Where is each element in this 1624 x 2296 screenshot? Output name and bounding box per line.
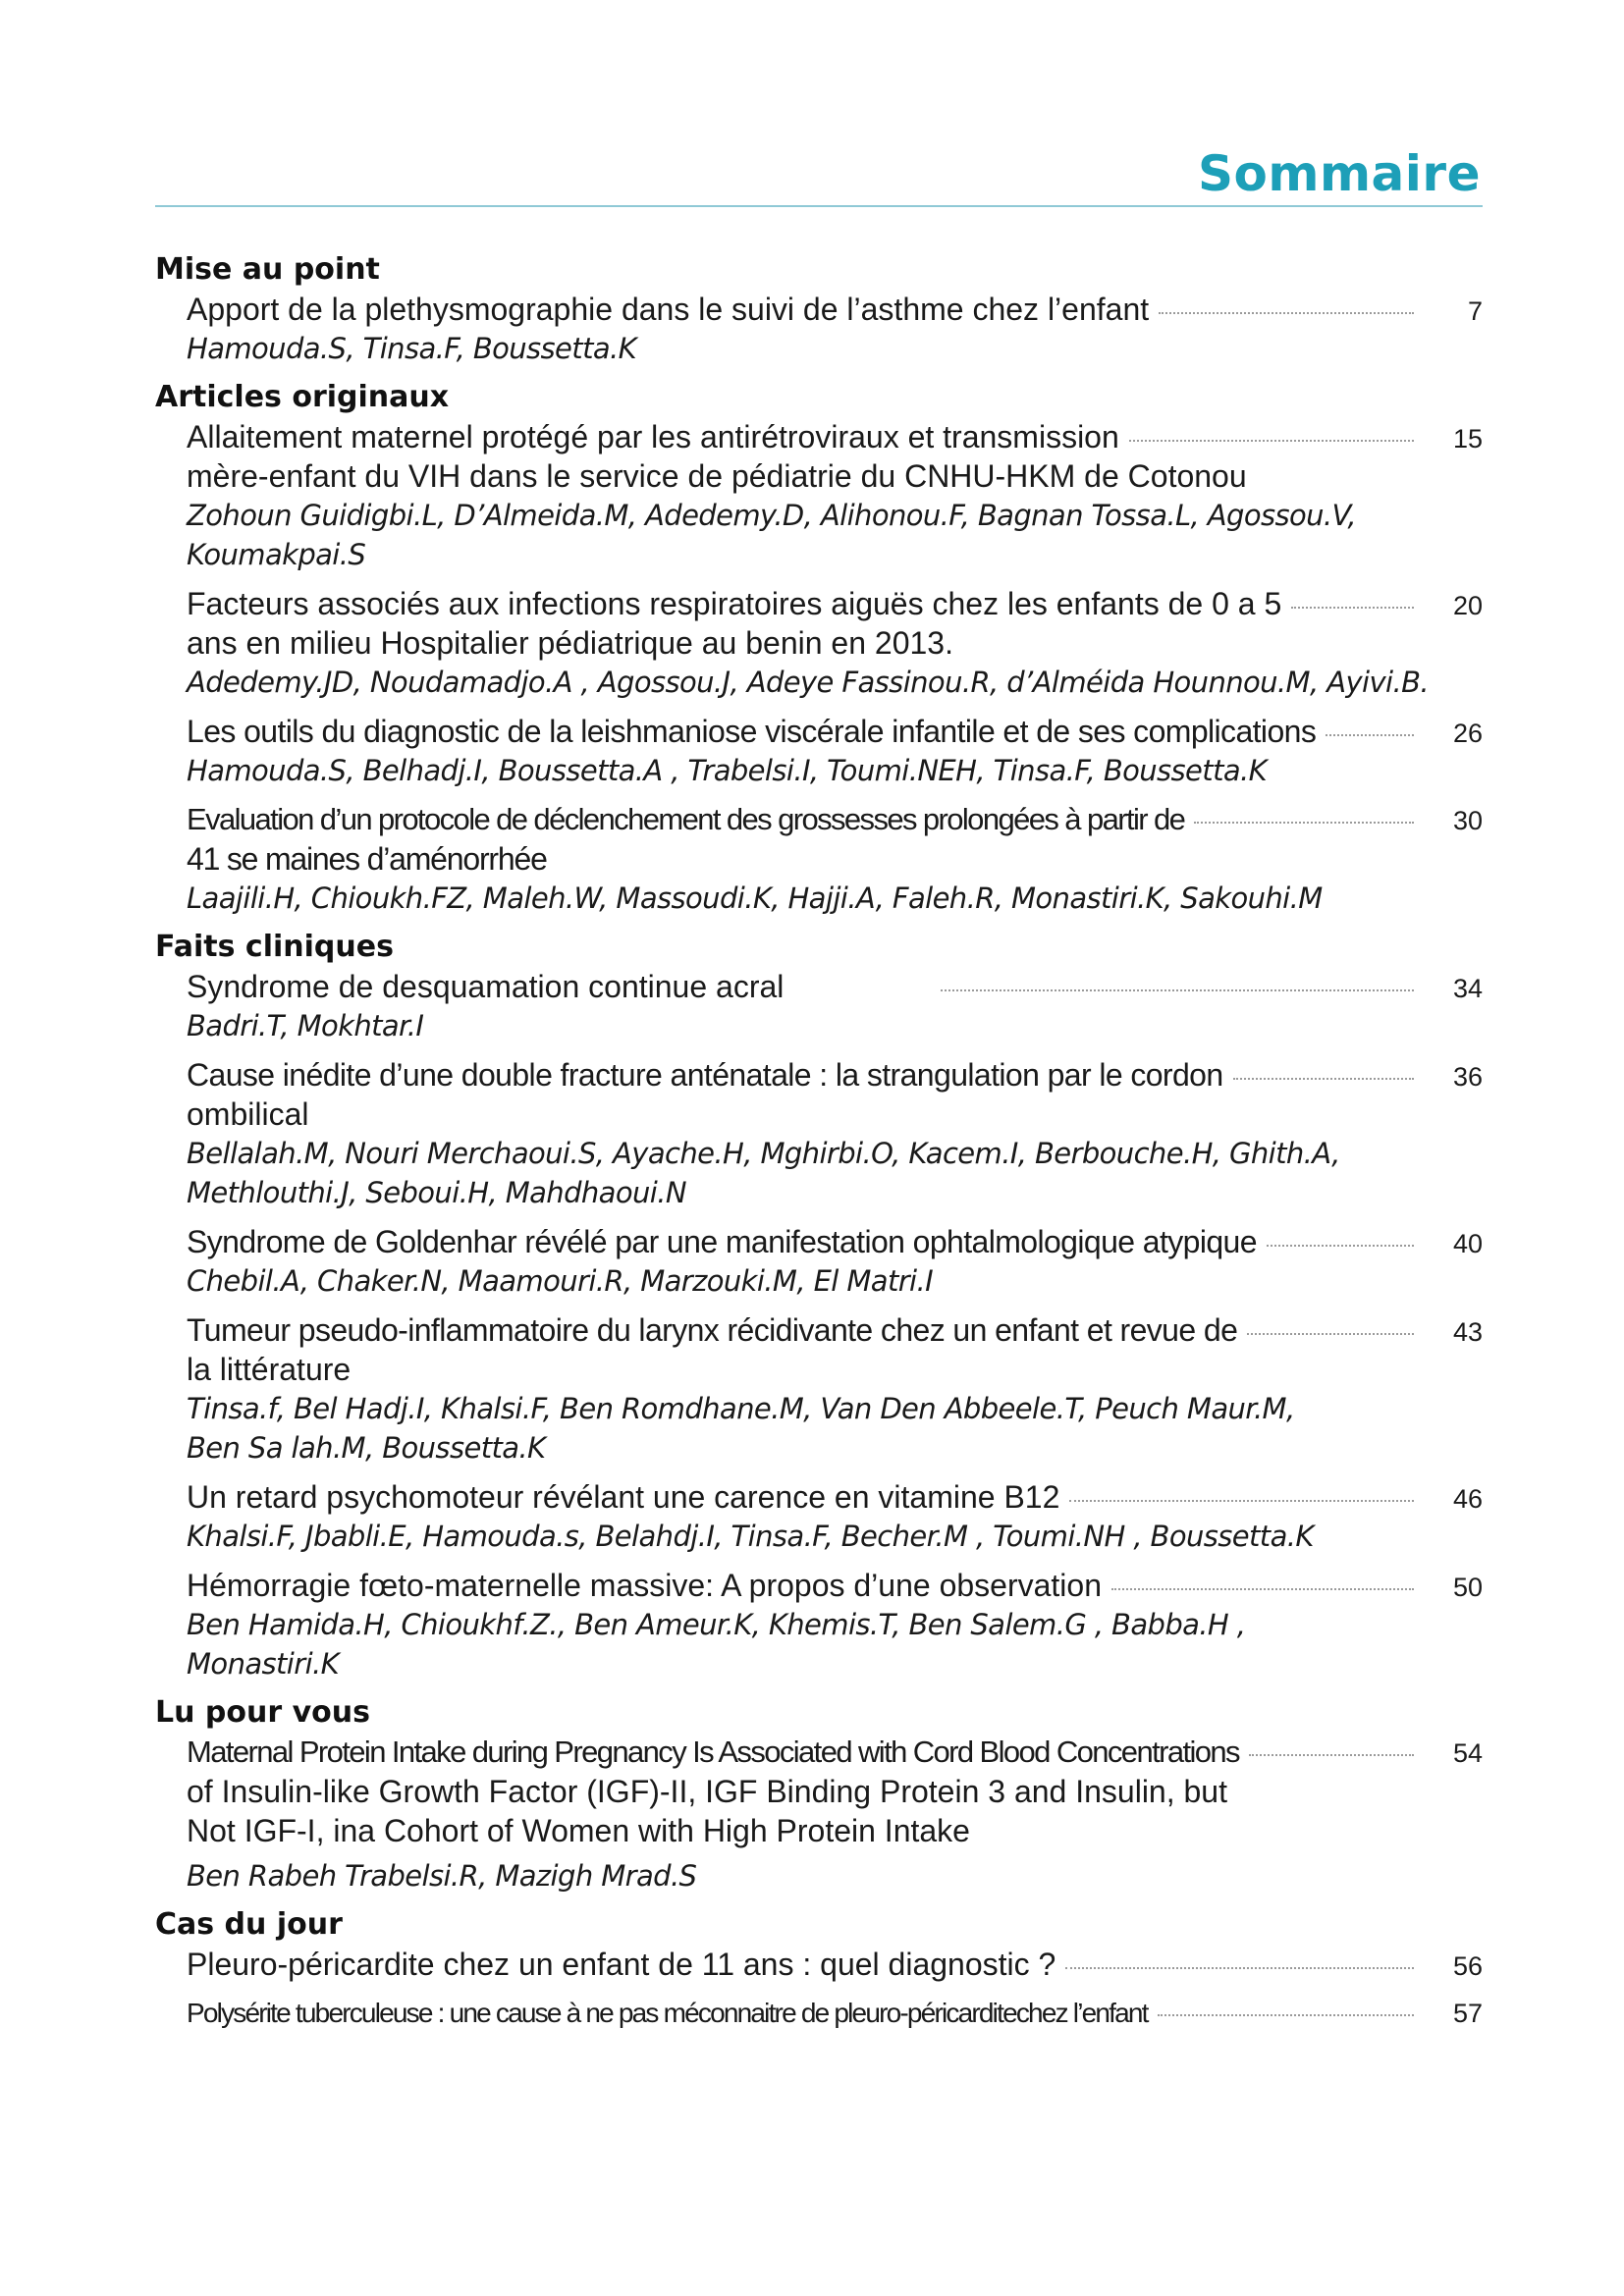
section-lu-pour-vous bbox=[155, 1693, 1483, 1896]
toc-entry[interactable] bbox=[155, 1477, 1483, 1556]
toc-entry[interactable] bbox=[155, 1566, 1483, 1683]
entry-title: Syndrome de desquamation continue acral bbox=[187, 969, 785, 1004]
section-heading: Articles originaux bbox=[155, 380, 450, 414]
entry-authors: Laajili.H, Chioukh.FZ, Maleh.W, Massoudi.K, Hajji.A, Faleh.R, Monastiri.K, Sakouhi.M bbox=[187, 881, 1323, 915]
section-faits-cliniques bbox=[155, 928, 1483, 1683]
page-number: 56 bbox=[1452, 1951, 1483, 1981]
toc-entry[interactable] bbox=[155, 1994, 1483, 2033]
page-number: 46 bbox=[1452, 1484, 1483, 1514]
dot-leader bbox=[1111, 1588, 1414, 1590]
entry-title: Apport de la plethysmographie dans le suivi de l’asthme chez l’enfant bbox=[187, 292, 1150, 327]
dot-leader bbox=[1247, 1333, 1414, 1335]
dot-leader bbox=[1267, 1245, 1414, 1247]
toc-entry[interactable] bbox=[155, 584, 1483, 702]
dot-leader bbox=[1158, 2014, 1414, 2016]
toc-entry[interactable] bbox=[155, 1733, 1483, 1896]
toc-entry[interactable] bbox=[155, 417, 1483, 574]
entry-title-continued: of Insulin-like Growth Factor (IGF)-II, IGF Binding Protein 3 and Insulin, but Not IGF-I, ina Cohort of Women with High Protein Intake bbox=[187, 1774, 1227, 1848]
entry-authors: Badri.T, Mokhtar.I bbox=[187, 1009, 424, 1042]
page-title: Sommaire bbox=[1197, 145, 1481, 202]
section-heading: Mise au point bbox=[155, 252, 380, 287]
toc-entry[interactable] bbox=[155, 967, 1483, 1045]
entry-title: Pleuro-péricardite chez un enfant de 11 ans : quel diagnostic ? bbox=[187, 1947, 1056, 1982]
entry-authors: Zohoun Guidigbi.L, D’Almeida.M, Adedemy.D, Alihonou.F, Bagnan Tossa.L, Agossou.V, bbox=[187, 499, 1357, 532]
entry-title-continued: 41 se maines d’aménorrhée bbox=[187, 841, 547, 877]
dot-leader bbox=[1129, 440, 1414, 442]
page-number: 30 bbox=[1452, 806, 1483, 835]
entry-title: Evaluation d’un protocole de déclenchement des grossesses prolongées à partir de bbox=[187, 802, 1185, 836]
dot-leader bbox=[941, 989, 1414, 991]
page-number: 57 bbox=[1452, 1999, 1483, 2028]
entry-title-continued: la littérature bbox=[187, 1352, 352, 1387]
dot-leader bbox=[1159, 312, 1414, 314]
table-of-contents bbox=[155, 250, 1483, 2043]
entry-title: Tumeur pseudo-inflammatoire du larynx récidivante chez un enfant et revue de bbox=[187, 1312, 1238, 1348]
page-number: 54 bbox=[1452, 1738, 1483, 1768]
toc-entry[interactable] bbox=[155, 290, 1483, 368]
page-number: 15 bbox=[1452, 424, 1483, 454]
entry-title: Hémorragie fœto-maternelle massive: A propos d’une observation bbox=[187, 1568, 1102, 1603]
entry-authors: Tinsa.f, Bel Hadj.I, Khalsi.F, Ben Romdhane.M, Van Den Abbeele.T, Peuch Maur.M, bbox=[187, 1392, 1295, 1425]
dot-leader bbox=[1065, 1967, 1414, 1969]
section-heading: Lu pour vous bbox=[155, 1695, 370, 1730]
section-heading: Faits cliniques bbox=[155, 930, 394, 964]
dot-leader bbox=[1326, 734, 1414, 736]
toc-entry[interactable] bbox=[155, 712, 1483, 790]
entry-authors: Bellalah.M, Nouri Merchaoui.S, Ayache.H, Mghirbi.O, Kacem.I, Berbouche.H, Ghith.A, bbox=[187, 1137, 1340, 1170]
dot-leader bbox=[1233, 1078, 1414, 1080]
dot-leader bbox=[1291, 607, 1414, 609]
page-number: 26 bbox=[1452, 719, 1483, 748]
page-number: 43 bbox=[1452, 1317, 1483, 1347]
entry-title: Polysérite tuberculeuse : une cause à ne pas méconnaitre de pleuro-péricarditechez l’enfant bbox=[187, 1998, 1148, 2028]
section-cas-du-jour bbox=[155, 1905, 1483, 2033]
entry-authors: Methlouthi.J, Seboui.H, Mahdhaoui.N bbox=[187, 1176, 686, 1209]
entry-authors: Ben Sa lah.M, Boussetta.K bbox=[187, 1431, 546, 1465]
entry-title: Allaitement maternel protégé par les antirétroviraux et transmission bbox=[187, 419, 1119, 454]
entry-authors: Monastiri.K bbox=[187, 1647, 340, 1681]
title-divider bbox=[155, 205, 1483, 207]
section-heading: Cas du jour bbox=[155, 1907, 343, 1942]
page-number: 36 bbox=[1452, 1062, 1483, 1092]
dot-leader bbox=[1194, 822, 1414, 824]
toc-entry[interactable] bbox=[155, 1945, 1483, 1984]
entry-authors: Hamouda.S, Belhadj.I, Boussetta.A , Trabelsi.I, Toumi.NEH, Tinsa.F, Boussetta.K bbox=[187, 754, 1268, 787]
entry-title-continued: ans en milieu Hospitalier pédiatrique au benin en 2013. bbox=[187, 625, 953, 661]
entry-title: Syndrome de Goldenhar révélé par une manifestation ophtalmologique atypique bbox=[187, 1224, 1257, 1259]
entry-authors: Hamouda.S, Tinsa.F, Boussetta.K bbox=[187, 332, 637, 365]
toc-entry[interactable] bbox=[155, 1222, 1483, 1301]
entry-title-continued: mère-enfant du VIH dans le service de pédiatrie du CNHU-HKM de Cotonou bbox=[187, 458, 1247, 494]
entry-title: Facteurs associés aux infections respiratoires aiguës chez les enfants de 0 a 5 bbox=[187, 586, 1282, 621]
section-mise-au-point bbox=[155, 250, 1483, 368]
toc-entry[interactable] bbox=[155, 1310, 1483, 1468]
entry-authors: Adedemy.JD, Noudamadjo.A , Agossou.J, Adeye Fassinou.R, d’Alméida Hounnou.M, Ayivi.B. bbox=[187, 666, 1430, 699]
entry-authors: Ben Hamida.H, Chioukhf.Z., Ben Ameur.K, Khemis.T, Ben Salem.G , Babba.H , bbox=[187, 1608, 1246, 1641]
entry-title: Un retard psychomoteur révélant une carence en vitamine B12 bbox=[187, 1479, 1060, 1515]
toc-entry[interactable] bbox=[155, 800, 1483, 918]
page-number: 40 bbox=[1452, 1229, 1483, 1258]
entry-authors: Chebil.A, Chaker.N, Maamouri.R, Marzouki.M, El Matri.I bbox=[187, 1264, 934, 1298]
entry-title: Maternal Protein Intake during Pregnancy Is Associated with Cord Blood Concentrations bbox=[187, 1735, 1239, 1769]
entry-title: Cause inédite d’une double fracture anténatale : la strangulation par le cordon bbox=[187, 1057, 1223, 1093]
dot-leader bbox=[1249, 1754, 1414, 1756]
page-number: 34 bbox=[1452, 974, 1483, 1003]
section-articles-originaux bbox=[155, 378, 1483, 918]
entry-authors: Ben Rabeh Trabelsi.R, Mazigh Mrad.S bbox=[187, 1859, 697, 1893]
entry-title-continued: ombilical bbox=[187, 1096, 309, 1132]
page-number: 20 bbox=[1452, 591, 1483, 620]
entry-authors: Khalsi.F, Jbabli.E, Hamouda.s, Belahdj.I, Tinsa.F, Becher.M , Toumi.NH , Boussetta.K bbox=[187, 1520, 1314, 1553]
page-number: 50 bbox=[1452, 1573, 1483, 1602]
toc-entry[interactable] bbox=[155, 1055, 1483, 1212]
dot-leader bbox=[1069, 1500, 1414, 1502]
entry-authors: Koumakpai.S bbox=[187, 538, 366, 571]
entry-title: Les outils du diagnostic de la leishmaniose viscérale infantile et de ses complications bbox=[187, 714, 1317, 749]
page-number: 7 bbox=[1467, 296, 1483, 326]
